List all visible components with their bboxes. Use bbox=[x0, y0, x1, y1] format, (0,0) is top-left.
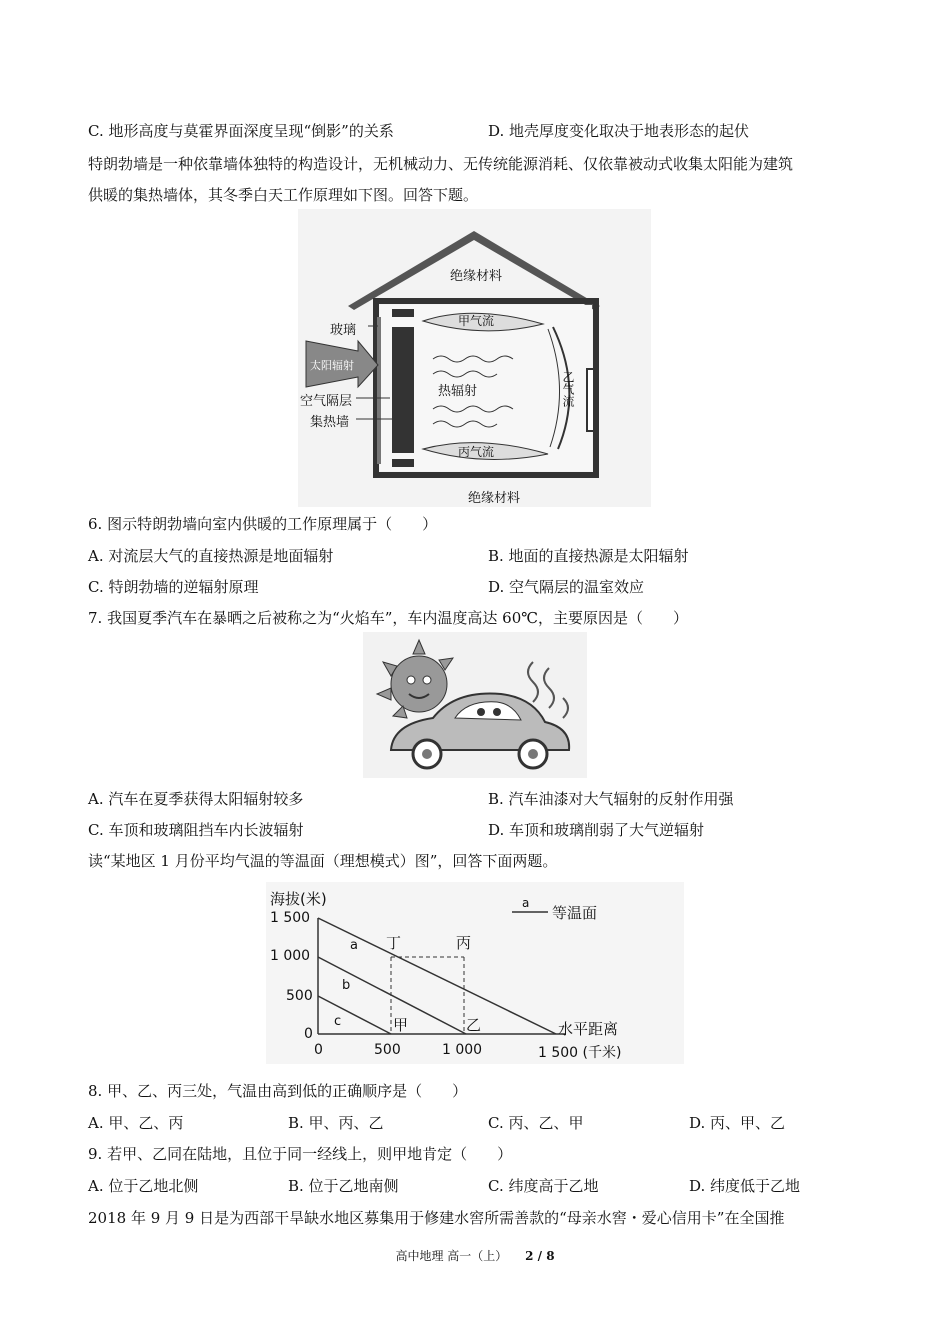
label-heat-wall: 集热墙 bbox=[310, 415, 350, 430]
q8-option-a: A. 甲、乙、丙 bbox=[88, 1114, 184, 1132]
point-yi: 乙 bbox=[466, 1016, 482, 1034]
q6-option-c: C. 特朗勃墙的逆辐射原理 bbox=[88, 578, 259, 596]
q9-option-d: D. 纬度低于乙地 bbox=[689, 1177, 801, 1195]
option-d-prev: D. 地壳厚度变化取决于地表形态的起伏 bbox=[488, 122, 750, 140]
surface-c-label: c bbox=[334, 1014, 342, 1029]
option-c-prev: C. 地形高度与莫霍界面深度呈现“倒影”的关系 bbox=[88, 122, 394, 140]
intro-paragraph-line2: 供暖的集热墙体，其冬季白天工作原理如下图。回答下题。 bbox=[88, 186, 479, 204]
intro-isotherm: 读“某地区 1 月份平均气温的等温面（理想模式）图”，回答下面两题。 bbox=[88, 852, 558, 870]
y-tick-1500: 1 500 bbox=[270, 910, 311, 926]
label-airflow-a: 甲气流 bbox=[458, 314, 495, 328]
label-heat-radiation: 热辐射 bbox=[438, 384, 478, 399]
label-insulation-top: 绝缘材料 bbox=[450, 269, 503, 284]
x-tick-500: 500 bbox=[374, 1042, 401, 1058]
label-sunlight: 太阳辐射 bbox=[310, 359, 354, 372]
q7-option-b: B. 汽车油漆对大气辐射的反射作用强 bbox=[488, 790, 734, 808]
q8-option-b: B. 甲、丙、乙 bbox=[288, 1114, 384, 1132]
y-tick-1000: 1 000 bbox=[270, 948, 311, 964]
q8-option-c: C. 丙、乙、甲 bbox=[488, 1114, 584, 1132]
q7-option-c: C. 车顶和玻璃阻挡车内长波辐射 bbox=[88, 821, 304, 839]
q6-option-b: B. 地面的直接热源是太阳辐射 bbox=[488, 547, 689, 565]
surface-b-label: b bbox=[342, 978, 351, 993]
hot-car-cartoon bbox=[363, 632, 587, 778]
q7-option-d: D. 车顶和玻璃削弱了大气逆辐射 bbox=[488, 821, 705, 839]
y-tick-500: 500 bbox=[286, 988, 313, 1004]
x-tick-1000: 1 000 bbox=[442, 1042, 483, 1058]
q6-option-d: D. 空气隔层的温室效应 bbox=[488, 578, 645, 596]
q9-option-b: B. 位于乙地南侧 bbox=[288, 1177, 399, 1195]
page-footer bbox=[0, 1247, 950, 1264]
point-jia: 甲 bbox=[393, 1016, 409, 1034]
legend-symbol: a bbox=[522, 896, 530, 910]
q7-stem: 7. 我国夏季汽车在暴晒之后被称之为“火焰车”，车内温度高达 60℃，主要原因是（ ） bbox=[88, 609, 689, 627]
q9-stem: 9. 若甲、乙同在陆地，且位于同一经线上，则甲地肯定（ ） bbox=[88, 1145, 513, 1163]
x-axis-label: 水平距离 bbox=[558, 1020, 619, 1038]
q7-option-a: A. 汽车在夏季获得太阳辐射较多 bbox=[88, 790, 304, 808]
q6-stem: 6. 图示特朗勃墙向室内供暖的工作原理属于（ ） bbox=[88, 515, 438, 533]
label-airflow-b: 乙气流 bbox=[561, 371, 575, 407]
label-glass: 玻璃 bbox=[330, 323, 357, 338]
footer-subject: 高中地理 高一（上） bbox=[395, 1249, 508, 1263]
legend-label: 等温面 bbox=[552, 904, 598, 922]
surface-a-label: a bbox=[350, 938, 358, 953]
y-tick-0: 0 bbox=[304, 1026, 313, 1042]
q9-option-c: C. 纬度高于乙地 bbox=[488, 1177, 599, 1195]
trombe-wall-figure bbox=[298, 209, 651, 507]
q8-stem: 8. 甲、乙、丙三处，气温由高到低的正确顺序是（ ） bbox=[88, 1082, 468, 1100]
label-air-layer: 空气隔层 bbox=[300, 394, 353, 409]
footer-page-number: 2 / 8 bbox=[525, 1249, 555, 1263]
intro-water-cellar: 2018 年 9 月 9 日是为西部干旱缺水地区募集用于修建水窖所需善款的“母亲水窖・爱心信用卡”在全国推 bbox=[88, 1209, 785, 1227]
y-axis-label: 海拔(米) bbox=[270, 890, 327, 908]
point-ding: 丁 bbox=[386, 934, 402, 952]
label-insulation-bottom: 绝缘材料 bbox=[468, 491, 521, 506]
isotherm-diagram bbox=[266, 882, 684, 1064]
intro-paragraph-line1: 特朗勃墙是一种依靠墙体独特的构造设计，无机械动力、无传统能源消耗、仅依靠被动式收集太阳能为建筑 bbox=[88, 155, 794, 173]
q6-option-a: A. 对流层大气的直接热源是地面辐射 bbox=[88, 547, 334, 565]
label-airflow-c: 丙气流 bbox=[458, 445, 495, 459]
x-tick-0: 0 bbox=[314, 1042, 323, 1058]
q8-option-d: D. 丙、甲、乙 bbox=[689, 1114, 786, 1132]
point-bing: 丙 bbox=[456, 934, 472, 952]
x-axis-unit: 1 500 (千米) bbox=[538, 1045, 622, 1061]
q9-option-a: A. 位于乙地北侧 bbox=[88, 1177, 199, 1195]
